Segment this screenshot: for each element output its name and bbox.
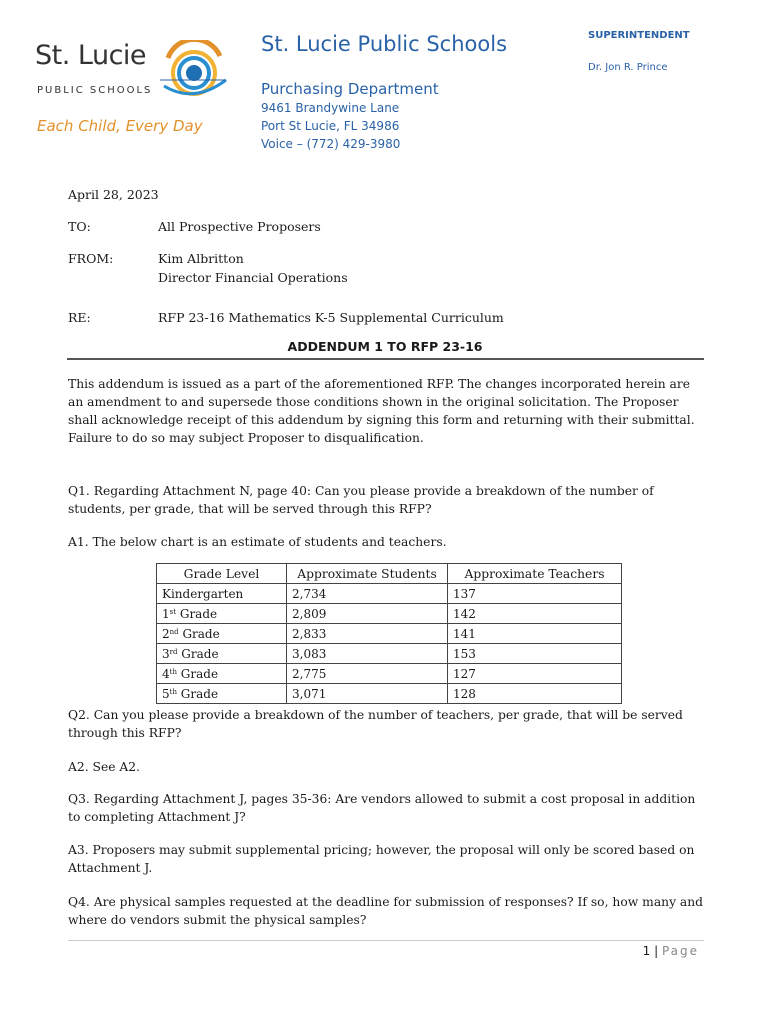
voice-phone: Voice – (772) 429-3980 [261,137,401,151]
grade-table [156,563,622,704]
teachers-cell: 141 [448,624,622,644]
memo-to-value: All Prospective Proposers [158,219,321,234]
answer-1: A1. The below chart is an estimate of students and teachers. [68,535,447,549]
divider [67,358,704,360]
intro-paragraph: This addendum is issued as a part of the aforementioned RFP. The changes incorporated herein are an amendment to and supersede those conditions shown in the original solicitation. The Proposer shall acknowledge receipt of this addendum by signing this form and returning with their submittal. Failure to do so may subject Proposer to disqualification. [68,377,695,445]
grade-cell: 3rd Grade [157,644,287,664]
grade-cell: 1st Grade [157,604,287,624]
teachers-cell: 142 [448,604,622,624]
organization-name: St. Lucie Public Schools [261,32,508,56]
table-header-row [157,564,622,584]
page-number: 1 [642,944,651,958]
superintendent-name: Dr. Jon R. Prince [588,62,668,73]
table-row [157,684,622,704]
teachers-cell: 127 [448,664,622,684]
logo-name: St. Lucie [35,40,147,71]
address-line-2: Port St Lucie, FL 34986 [261,119,400,133]
table-row [157,664,622,684]
table-row [157,584,622,604]
teachers-cell: 153 [448,644,622,664]
logo-tagline: Each Child, Every Day [37,117,203,135]
students-cell: 2,734 [287,584,448,604]
table-row [157,644,622,664]
table-row [157,624,622,644]
students-cell: 3,071 [287,684,448,704]
table-row [157,604,622,624]
memo-from-name: Kim Albritton [158,251,244,266]
students-cell: 3,083 [287,644,448,664]
page-label: Page [661,944,699,958]
memo-from-label: FROM: [68,251,114,266]
superintendent-title: SUPERINTENDENT [588,30,690,41]
column-header: Approximate Teachers [448,564,622,584]
answer-3: A3. Proposers may submit supplemental pricing; however, the proposal will only be scored based on Attachment J. [68,843,695,875]
memo-re-label: RE: [68,310,91,325]
answer-2: A2. See A2. [68,760,141,774]
grade-cell: 2nd Grade [157,624,287,644]
teachers-cell: 137 [448,584,622,604]
grade-cell: Kindergarten [157,584,287,604]
memo-date: April 28, 2023 [68,187,159,202]
grade-cell: 4th Grade [157,664,287,684]
students-cell: 2,833 [287,624,448,644]
footer-divider [68,940,704,941]
column-header: Approximate Students [287,564,448,584]
page-footer: 1 | Page [642,944,699,958]
department-name: Purchasing Department [261,80,439,98]
question-1: Q1. Regarding Attachment N, page 40: Can you please provide a breakdown of the number of students, per grade, that will be served through this RFP? [68,484,654,516]
memo-to-label: TO: [68,219,91,234]
teachers-cell: 128 [448,684,622,704]
grade-cell: 5th Grade [157,684,287,704]
sun-logo-icon [160,40,228,102]
memo-from-title: Director Financial Operations [158,270,348,285]
memo-re-value: RFP 23-16 Mathematics K-5 Supplemental Curriculum [158,310,504,325]
question-3: Q3. Regarding Attachment J, pages 35-36: Are vendors allowed to submit a cost proposal in addition to completing Attachment J? [68,792,696,824]
address-line-1: 9461 Brandywine Lane [261,101,400,115]
question-4: Q4. Are physical samples requested at the deadline for submission of responses? If so, how many and where do vendors submit the physical samples? [68,895,704,927]
students-cell: 2,775 [287,664,448,684]
logo-subtitle: PUBLIC SCHOOLS [37,85,153,96]
question-2: Q2. Can you please provide a breakdown of the number of teachers, per grade, that will be served through this RFP? [68,708,683,740]
students-cell: 2,809 [287,604,448,624]
addendum-title: ADDENDUM 1 TO RFP 23-16 [287,339,483,354]
column-header: Grade Level [157,564,287,584]
